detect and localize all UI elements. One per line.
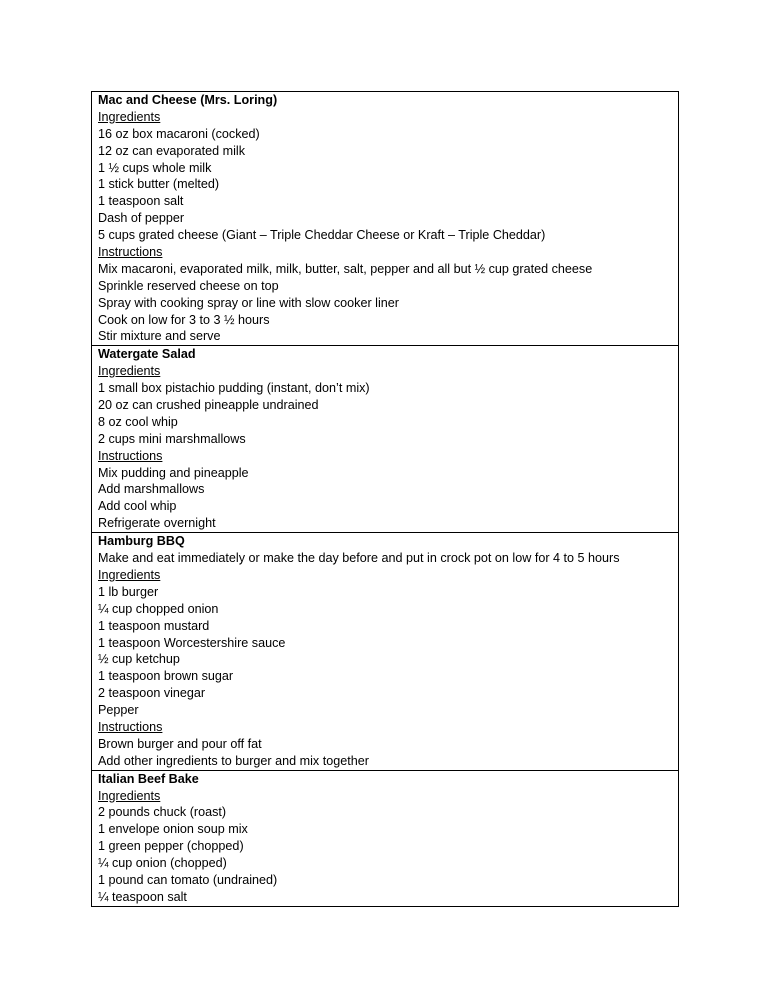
ingredients-heading: Ingredients <box>98 364 161 379</box>
ingredient-item: 1 teaspoon salt <box>98 194 184 209</box>
ingredient-item: 1 ½ cups whole milk <box>98 160 212 175</box>
instruction-item: Cook on low for 3 to 3 ½ hours <box>98 312 270 327</box>
instruction-item: Sprinkle reserved cheese on top <box>98 278 279 293</box>
recipe-section <box>92 770 678 906</box>
instruction-item: Add cool whip <box>98 499 177 514</box>
recipe-section <box>92 532 678 769</box>
ingredient-item: 1 teaspoon brown sugar <box>98 669 234 684</box>
ingredient-item: 8 oz cool whip <box>98 414 178 429</box>
recipe-title: Hamburg BBQ <box>98 534 185 549</box>
ingredient-item: 2 cups mini marshmallows <box>98 431 246 446</box>
ingredient-item: ¼ cup chopped onion <box>98 601 219 616</box>
ingredient-item: 1 stick butter (melted) <box>98 177 220 192</box>
instruction-item: Mix macaroni, evaporated milk, milk, butter, salt, pepper and all but ½ cup grated cheese <box>98 261 593 276</box>
ingredients-heading: Ingredients <box>98 567 161 582</box>
ingredient-item: 1 small box pistachio pudding (instant, don’t mix) <box>98 381 370 396</box>
instructions-heading: Instructions <box>98 448 163 463</box>
recipe-title: Italian Beef Bake <box>98 771 199 786</box>
ingredient-item: Pepper <box>98 703 139 718</box>
recipe-section <box>92 345 678 532</box>
ingredient-item: 1 envelope onion soup mix <box>98 822 248 837</box>
recipe-title: Mac and Cheese (Mrs. Loring) <box>98 93 278 107</box>
ingredient-item: 20 oz can crushed pineapple undrained <box>98 398 319 413</box>
recipe-title: Watergate Salad <box>98 347 196 362</box>
ingredient-item: ¼ cup onion (chopped) <box>98 856 227 871</box>
ingredient-item: 1 teaspoon Worcestershire sauce <box>98 635 286 650</box>
ingredient-item: 16 oz box macaroni (cocked) <box>98 126 260 141</box>
ingredient-item: 1 lb burger <box>98 584 159 599</box>
ingredient-item: 5 cups grated cheese (Giant – Triple Cheddar Cheese or Kraft – Triple Cheddar) <box>98 228 546 243</box>
ingredients-heading: Ingredients <box>98 109 161 124</box>
recipe-note: Make and eat immediately or make the day before and put in crock pot on low for 4 to 5 hours <box>98 551 620 566</box>
ingredient-item: 2 pounds chuck (roast) <box>98 805 227 820</box>
instruction-item: Brown burger and pour off fat <box>98 736 262 751</box>
ingredient-item: 1 pound can tomato (undrained) <box>98 872 278 887</box>
recipe-section <box>92 92 678 345</box>
ingredient-item: 12 oz can evaporated milk <box>98 143 246 158</box>
instruction-item: Spray with cooking spray or line with slow cooker liner <box>98 295 399 310</box>
instruction-item: Add other ingredients to burger and mix together <box>98 753 369 768</box>
instruction-item: Add marshmallows <box>98 482 205 497</box>
ingredient-item: 2 teaspoon vinegar <box>98 686 206 701</box>
ingredient-item: Dash of pepper <box>98 211 185 226</box>
ingredient-item: ½ cup ketchup <box>98 652 180 667</box>
instructions-heading: Instructions <box>98 719 163 734</box>
ingredient-item: 1 green pepper (chopped) <box>98 839 244 854</box>
instructions-heading: Instructions <box>98 245 163 260</box>
instruction-item: Mix pudding and pineapple <box>98 465 249 480</box>
instruction-item: Refrigerate overnight <box>98 516 216 531</box>
ingredients-heading: Ingredients <box>98 788 161 803</box>
recipe-table <box>91 91 679 907</box>
ingredient-item: 1 teaspoon mustard <box>98 618 210 633</box>
instruction-item: Stir mixture and serve <box>98 329 221 344</box>
ingredient-item: ¼ teaspoon salt <box>98 889 187 904</box>
